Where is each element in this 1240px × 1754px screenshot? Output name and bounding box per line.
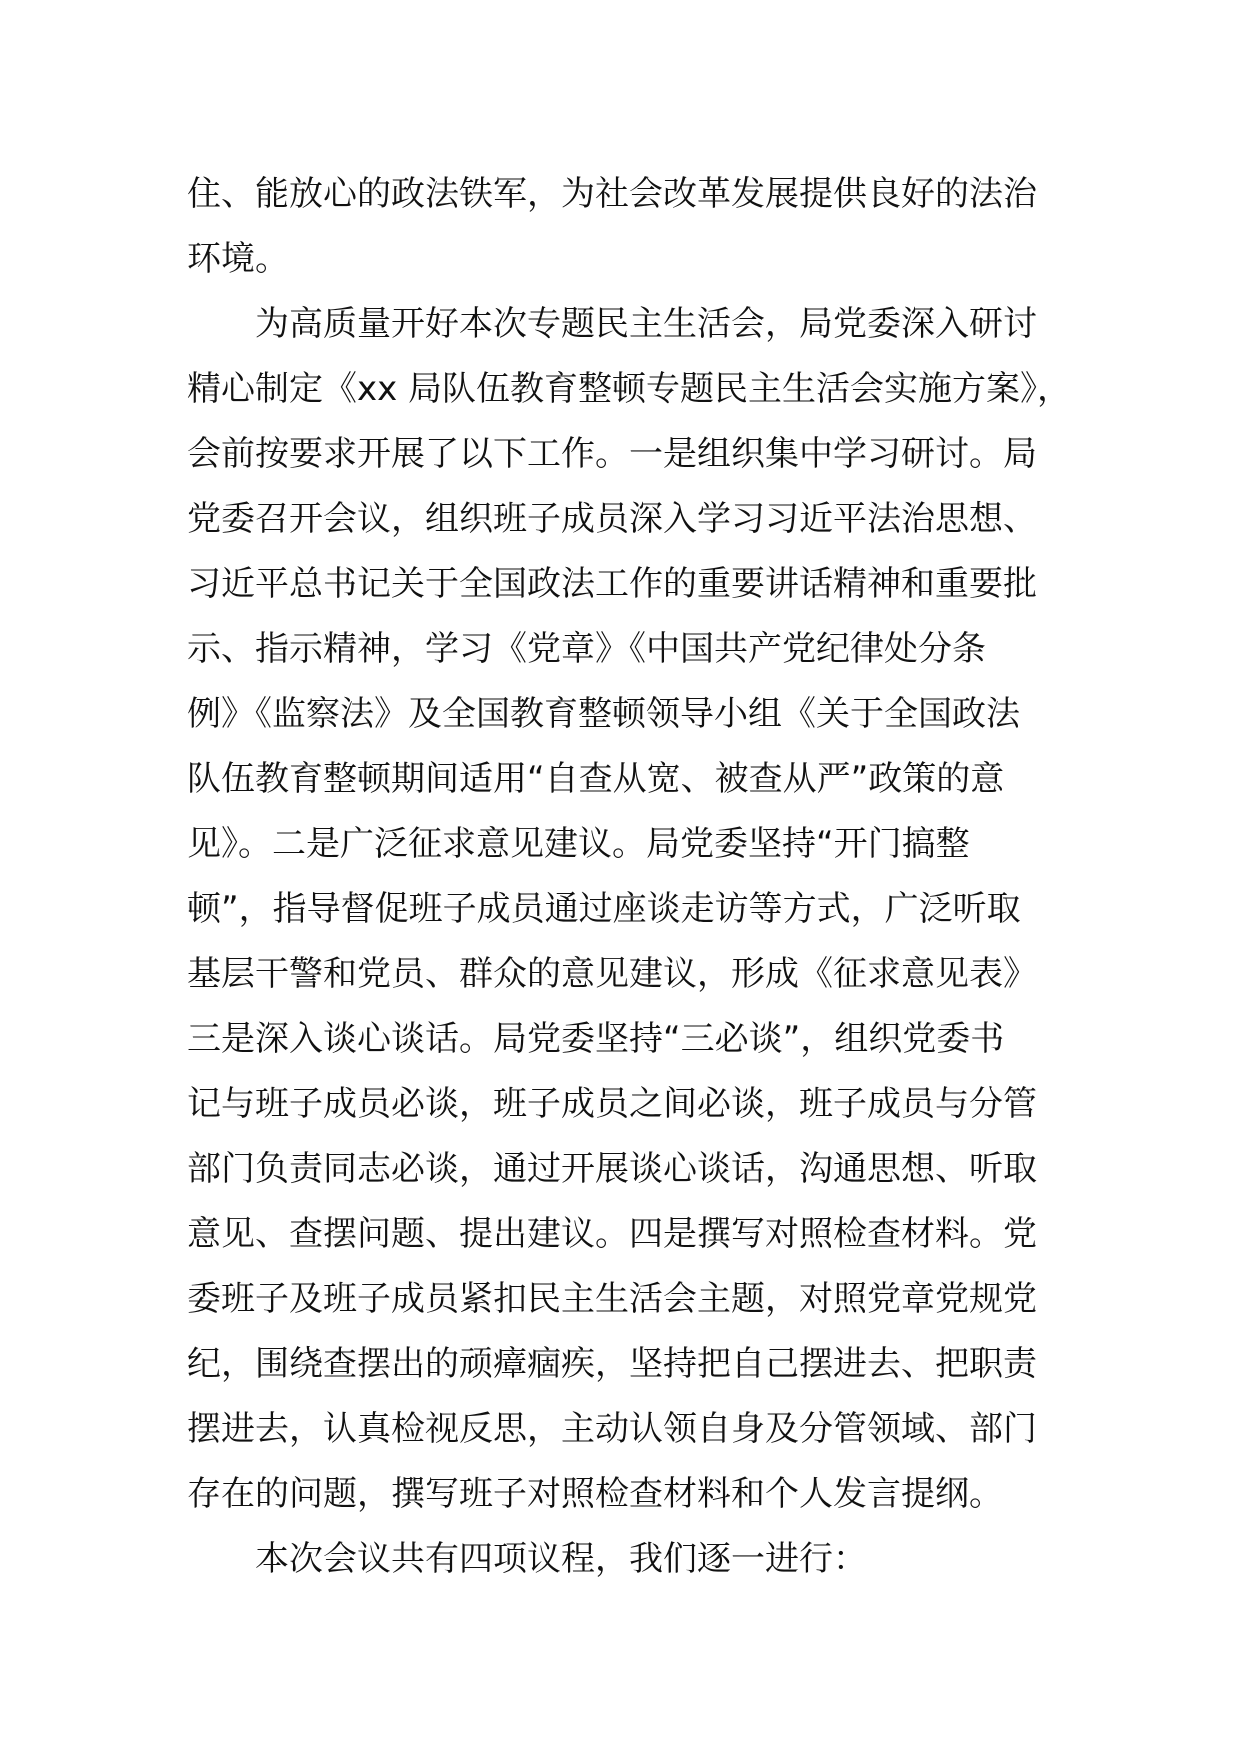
paragraph-2 [187,292,1072,1527]
text-line: 存在的问题，撰写班子对照检查材料和个人发言提纲。 [187,1474,1003,1514]
text-line: 纪，围绕查摆出的顽瘴痼疾，坚持把自己摆进去、把职责 [187,1344,1037,1384]
paragraph-3 [187,1527,1067,1592]
body-text [187,162,1072,1592]
text-line: 见》。二是广泛征求意见建议。局党委坚持“开门搞整 [187,824,970,864]
text-line: 委班子及班子成员紧扣民主生活会主题，对照党章党规党 [187,1279,1037,1319]
text-line: 习近平总书记关于全国政法工作的重要讲话精神和重要批 [187,564,1037,604]
text-line: 住、能放心的政法铁军，为社会改革发展提供良好的法治 [187,174,1037,214]
text-line: 三是深入谈心谈话。局党委坚持“三必谈”，组织党委书 [187,1019,1005,1059]
text-line: 为高质量开好本次专题民主生活会，局党委深入研讨 [255,304,1037,344]
text-line: 顿”，指导督促班子成员通过座谈走访等方式，广泛听取 [187,889,1021,929]
text-line: 意见、查摆问题、提出建议。四是撰写对照检查材料。党 [187,1214,1037,1254]
text-line: 会前按要求开展了以下工作。一是组织集中学习研讨。局 [187,434,1037,474]
text-line: 党委召开会议，组织班子成员深入学习习近平法治思想、 [187,499,1037,539]
text-line: 摆进去，认真检视反思，主动认领自身及分管领域、部门 [187,1409,1037,1449]
paragraph-1 [187,162,1067,292]
text-line: 环境。 [187,239,289,279]
text-line: 精心制定《xx 局队伍教育整顿专题民主生活会实施方案》， [187,369,1072,409]
text-line: 队伍教育整顿期间适用“自查从宽、被查从严”政策的意 [187,759,1005,799]
text-line: 记与班子成员必谈，班子成员之间必谈，班子成员与分管 [187,1084,1037,1124]
text-line: 基层干警和党员、群众的意见建议，形成《征求意见表》 [187,954,1037,994]
text-line: 示、指示精神，学习《党章》《中国共产党纪律处分条 [187,629,986,669]
text-line: 部门负责同志必谈，通过开展谈心谈话，沟通思想、听取 [187,1149,1037,1189]
text-line: 本次会议共有四项议程，我们逐一进行： [255,1539,867,1579]
text-line: 例》《监察法》及全国教育整顿领导小组《关于全国政法 [187,694,1020,734]
